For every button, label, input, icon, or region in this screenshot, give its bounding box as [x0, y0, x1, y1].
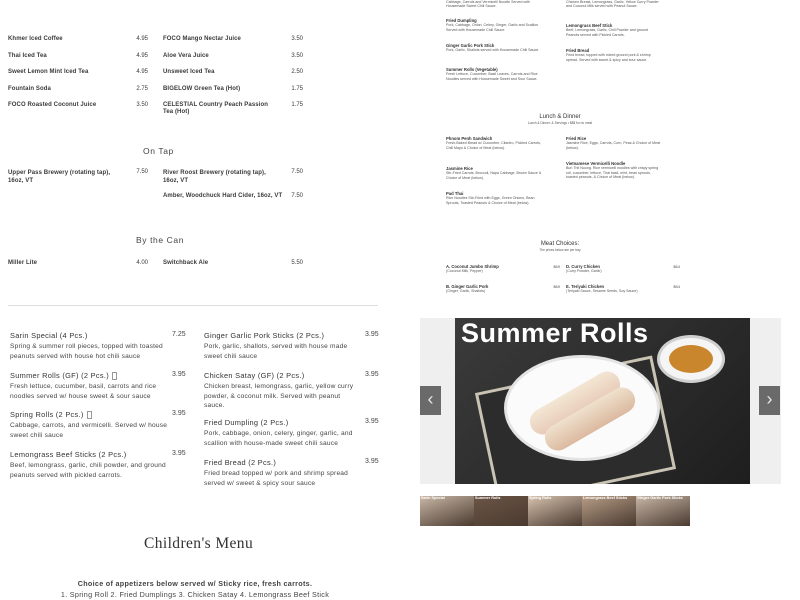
menu-detail-desc: Pork, Garlic, Shallots served with Housemade Chili Sauce.	[446, 48, 540, 53]
section-divider	[8, 305, 378, 306]
can-item-switchback: Switchback Ale	[163, 260, 209, 266]
drink-item-price: 3.50	[291, 53, 303, 59]
special-item-name: Ginger Garlic Pork Sticks (2 Pcs.)	[204, 331, 325, 340]
special-item-price: 3.95	[172, 410, 186, 417]
special-item-desc: Spring & summer roll pieces, topped with toasted peanuts served with house hot chili sauce	[10, 343, 163, 360]
menu-detail-desc: (Curry Powder, Garlic)	[566, 269, 602, 274]
on-tap-item-woodchuck: Amber, Woodchuck Hard Cider, 16oz, VT	[163, 193, 283, 199]
menu-detail-item	[566, 49, 662, 62]
lunch-dinner-subheading: Lunch & Dinner: & Servings • $$$ for no meat	[527, 121, 593, 125]
drink-item-name: FOCO Mango Nectar Juice	[163, 36, 241, 42]
menu-detail-price: $69	[553, 284, 560, 289]
slider-thumbnail-label: Sarin Special	[421, 496, 445, 500]
drink-item-price: 4.95	[136, 36, 148, 42]
menu-detail-item	[566, 264, 680, 274]
on-tap-price-river-roost: 7.50	[291, 169, 303, 175]
special-item-label: Sarin Special (4 Pcs.)	[10, 331, 88, 340]
special-item-desc: Pork, garlic, shallots, served with house made sweet chili sauce	[204, 343, 348, 360]
slider-thumbnail[interactable]	[636, 496, 690, 526]
menu-detail-price: $69	[553, 264, 560, 269]
on-tap-item-river-roost: River Roost Brewery (rotating tap), 16oz, VT	[163, 170, 266, 184]
chevron-right-icon: ›	[766, 389, 773, 409]
drink-item-price: 3.50	[291, 36, 303, 42]
menu-detail-name: Fried Dumpling	[446, 18, 477, 23]
slider-prev-button[interactable]	[420, 386, 441, 415]
special-item-price: 3.95	[365, 458, 379, 465]
slider-thumbnail-label: Ginger Garlic Pork Sticks	[637, 496, 683, 500]
menu-detail-item	[446, 19, 542, 32]
menu-detail-desc: Pork, Cabbage, Onion, Celery, Ginger, Garlic and Scallion Served with Housemade Chili Sauce.	[446, 23, 539, 32]
menu-detail-desc: Cabbage, Carrots and Vermicelli Noodle Served with Housemade Sweet Chili Sauce.	[446, 0, 530, 9]
special-item-name	[10, 371, 117, 380]
slider-thumbnail[interactable]	[474, 496, 528, 526]
menu-detail-item	[566, 24, 662, 37]
menu-detail-desc: (Coconut Milk, Pepper)	[446, 269, 483, 274]
special-item-desc: Cabbage, carrots, and vermicelli. Served w/ house sweet chili sauce	[10, 422, 168, 439]
slider-title: Summer Rolls	[461, 318, 649, 348]
drink-item-price: 2.75	[136, 86, 148, 92]
menu-detail-item	[446, 192, 542, 205]
menu-detail-name: Phnom Penh Sandwich	[446, 136, 493, 141]
menu-detail-item	[446, 284, 560, 294]
menu-detail-name: Vietnamese Vermicelli Noodle	[566, 161, 626, 166]
menu-detail-desc: Fresh-Baked Bread w/ Cucumber, Cilantro, Pickled Carrots, Chili Mayo & Choice of Meat (below).	[446, 141, 541, 150]
special-item-name: Fried Bread (2 Pcs.)	[204, 458, 277, 467]
menu-detail-name: D. Curry Chicken	[566, 264, 600, 269]
slider-thumbnail-label: Spring Rolls	[529, 496, 552, 500]
special-item-name	[10, 410, 92, 419]
menu-detail-desc: Rice Noodles Stir-Fried with Eggs, Green Onions, Bean Sprouts, Toasted Peanuts & Choice of Meat (below).	[446, 196, 535, 205]
drink-item-name: Fountain Soda	[8, 86, 51, 92]
special-item-price: 3.95	[365, 371, 379, 378]
menu-detail-name: Lemongrass Beef Stick	[566, 23, 613, 28]
drink-item-price: 3.50	[136, 102, 148, 108]
drink-item-price: 4.95	[136, 69, 148, 75]
special-item-label: Lemongrass Beef Sticks (2 Pcs.)	[10, 450, 127, 459]
menu-detail-item	[446, 167, 542, 180]
special-item-label: Spring Rolls (2 Pcs.)	[10, 410, 84, 419]
menu-detail-name: Summer Rolls (Vegetable)	[446, 67, 498, 72]
menu-detail-desc: Stir-Fried Carrots, Broccoli, Napa Cabbage, Brown Sauce & Choice of Meat (below).	[446, 171, 542, 180]
menu-detail-name: Pad Thai	[446, 191, 464, 196]
slider-thumbnail[interactable]	[528, 496, 582, 526]
menu-detail-item	[566, 0, 662, 9]
menu-detail-desc: Chicken Breast, Lemongrass, Garlic, Yellow Curry Powder and Coconut Milk served with Peanut Sauce.	[566, 0, 659, 9]
drink-item-name: Unsweet Iced Tea	[163, 69, 215, 75]
slider-thumbnail[interactable]	[582, 496, 636, 526]
menu-detail-item	[446, 137, 542, 150]
drink-item-name: Thai Iced Tea	[8, 53, 47, 59]
special-item-name: Chicken Satay (GF) (2 Pcs.)	[204, 371, 305, 380]
slider-thumbnails	[420, 496, 692, 526]
special-item-desc: Beef, lemongrass, garlic, chili powder, and ground peanuts served with pickled carrots.	[10, 462, 166, 479]
meat-choices-subheading: The prices below are per tray	[539, 248, 581, 252]
special-item-desc: Chicken breast, lemongrass, garlic, yellow curry powder, & coconut milk. Served with peanut sauce.	[204, 383, 354, 409]
menu-detail-name: Fried Rice	[566, 136, 587, 141]
drink-item-price: 1.75	[291, 102, 303, 108]
menu-detail-item	[566, 137, 662, 150]
menu-detail-desc: Fresh Lettuce, Cucumber, Basil Leaves, Carrots and Rice Noodles served with Housemade Sweet and Sour Sauce.	[446, 72, 538, 81]
menu-detail-item	[446, 44, 542, 53]
childrens-menu-heading: Children's Menu	[144, 535, 254, 552]
menu-detail-desc: Jasmine Rice, Eggs, Carrots, Corn, Peas & Choice of Meat (below).	[566, 141, 661, 150]
on-tap-item-upper-pass: Upper Pass Brewery (rotating tap), 16oz, VT	[8, 170, 111, 184]
can-item-miller-lite: Miller Lite	[8, 260, 38, 266]
menu-detail-name: B. Ginger Garlic Pork	[446, 284, 489, 289]
image-slider	[420, 318, 781, 484]
childrens-menu-line2: 1. Spring Roll 2. Fried Dumplings 3. Chicken Satay 4. Lemongrass Beef Stick	[60, 590, 330, 599]
drink-item-name: Aloe Vera Juice	[163, 53, 209, 59]
childrens-menu-line1: Choice of appetizers below served w/ Sticky rice, fresh carrots.	[77, 579, 313, 588]
menu-detail-desc: Fried bread, topped with mixed ground pork & shrimp spread. Served with sweet & spicy and sour sauce.	[566, 53, 651, 62]
drink-item-name: FOCO Roasted Coconut Juice	[8, 102, 97, 108]
slider-thumbnail[interactable]	[420, 496, 474, 526]
drink-item-name: Sweet Lemon Mint Iced Tea	[8, 69, 89, 75]
menu-detail-item	[566, 284, 680, 294]
special-item-label: Summer Rolls (GF) (2 Pcs.)	[10, 371, 109, 380]
vegetarian-icon	[87, 411, 92, 419]
special-item-desc: Fresh lettuce, cucumber, basil, carrots and rice noodles served w/ house sweet & sour sauce	[10, 383, 157, 400]
chevron-left-icon: ‹	[427, 389, 434, 409]
special-item-name	[10, 331, 88, 340]
special-item-price: 3.95	[365, 331, 379, 338]
menu-detail-item	[446, 0, 542, 9]
drink-item-name: Khmer Iced Coffee	[8, 36, 63, 42]
special-item-price: 3.95	[365, 418, 379, 425]
menu-detail-item	[566, 162, 662, 180]
on-tap-price-woodchuck: 7.50	[291, 193, 303, 199]
by-the-can-heading: By the Can	[136, 235, 185, 245]
slider-image	[455, 318, 750, 484]
menu-detail-price: $54	[673, 284, 680, 289]
menu-detail-desc: (Teriyaki Sauce, Sesame Seeds, Soy Sauce)	[566, 289, 638, 294]
special-item-price: 7.25	[172, 331, 186, 338]
menu-detail-item	[446, 264, 560, 274]
drink-item-price: 1.75	[291, 86, 303, 92]
special-item-name: Fried Dumpling (2 Pcs.)	[204, 418, 289, 427]
menu-detail-name: E. Teriyaki Chicken	[566, 284, 605, 289]
lunch-dinner-heading: Lunch & Dinner	[539, 114, 581, 120]
slider-thumbnail-label: Lemongrass Beef Sticks	[583, 496, 628, 500]
on-tap-heading: On Tap	[143, 146, 174, 156]
slider-thumbnail-label: Summer Rolls	[475, 496, 501, 500]
special-item-desc: Fried bread topped w/ pork and shrimp spread served w/ sweet & spicy sour sauce	[204, 470, 349, 487]
special-item-name	[10, 450, 127, 459]
menu-detail-desc: (Ginger, Garlic, Shallots)	[446, 289, 486, 294]
can-price-switchback: 5.50	[291, 260, 303, 266]
slider-next-button[interactable]	[759, 386, 780, 415]
menu-detail-name: A. Coconut Jumbo Shrimp	[446, 264, 499, 269]
drink-item-price: 4.95	[136, 53, 148, 59]
menu-detail-name: Jasmine Rice	[446, 166, 473, 171]
special-item-desc: Pork, cabbage, onion, celery, ginger, garlic, and scallion with house-made sweet chili sauce	[204, 430, 353, 447]
drink-item-name: CELESTIAL Country Peach Passion Tea (Hot)	[163, 102, 269, 115]
special-item-price: 3.95	[172, 450, 186, 457]
menu-detail-item	[446, 68, 542, 81]
menu-detail-desc: Beef, Lemongrass, Garlic, Chili Powder and ground Peanuts served with Pickled Carrots.	[566, 28, 648, 37]
can-price-miller-lite: 4.00	[136, 260, 148, 266]
drink-item-name: BIGELOW Green Tea (Hot)	[163, 86, 241, 92]
menu-detail-name: Fried Bread	[566, 48, 590, 53]
menu-detail-desc: Bun Thit Nuong. Rice vermicelli noodles with crispy spring roll, cucumber, lettuce, Thai basil, mint, bean sprouts, toasted peanuts, & Choice of Meat (below).	[566, 166, 659, 180]
special-item-price: 3.95	[172, 371, 186, 378]
menu-detail-price: $64	[673, 264, 680, 269]
menu-detail-name: Ginger Garlic Pork Stick	[446, 43, 495, 48]
drink-item-price: 2.50	[291, 69, 303, 75]
meat-choices-heading: Meat Choices:	[540, 241, 580, 247]
on-tap-price-upper-pass: 7.50	[136, 169, 148, 175]
vegetarian-icon	[112, 372, 117, 380]
